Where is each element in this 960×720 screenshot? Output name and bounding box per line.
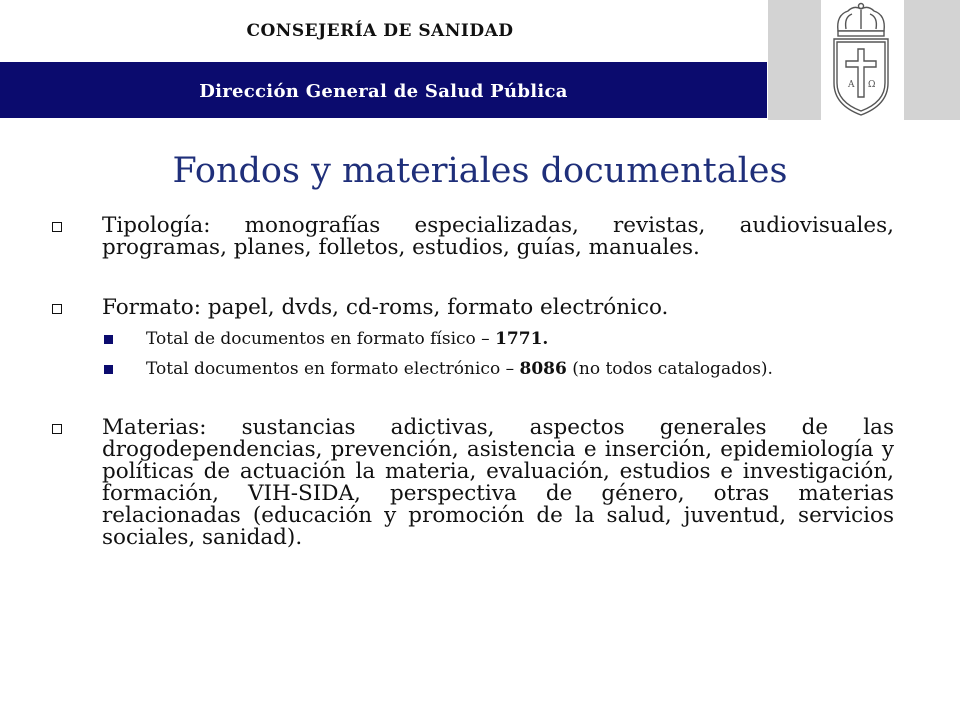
logo-strip-right [904,0,960,120]
bullet-item-formato [52,297,894,319]
filled-square-bullet-icon [104,335,113,344]
directorate-name: Dirección General de Salud Pública [199,80,568,102]
sub-bullet-prefix: Total documentos en formato electrónico – [146,359,520,379]
slide-header [0,0,960,120]
bullet-text: Tipología: monografías especializadas, revistas, audiovisuales, programas, planes, folletos, estudios, guías, manuales. [102,213,894,260]
hollow-square-bullet-icon [52,304,62,314]
organization-name: CONSEJERÍA DE SANIDAD [246,21,514,41]
sub-bullet-item-electronico [52,359,894,379]
slide-content [52,215,894,549]
logo-strip-left [768,0,821,120]
bullet-item-tipologia [52,215,894,259]
svg-text:Ω: Ω [868,80,876,90]
physical-count: 1771. [495,329,549,349]
slide-title: Fondos y materiales documentales [172,151,788,191]
hollow-square-bullet-icon [52,222,62,232]
sub-bullet-item-fisico [52,329,894,349]
bullet-text: Formato: papel, dvds, cd-roms, formato electrónico. [102,295,669,320]
bullet-item-materias [52,417,894,549]
bullet-text: Materias: sustancias adictivas, aspectos generales de las drogodependencias, prevención, asistencia e inserción, epidemiología y políticas de actuación la materia, evaluación, estudios e investigación, formación, VIH-SIDA, perspectiva de género, otras materias relacionadas (educación y promoción de la salud, juventud, servicios sociales, sanidad). [102,415,894,550]
sub-bullet-prefix: Total de documentos en formato físico – [146,329,496,349]
filled-square-bullet-icon [104,365,113,374]
svg-text:A: A [848,80,855,90]
electronic-count: 8086 [519,359,567,379]
coat-of-arms-icon [821,0,901,120]
logo-panel [768,0,960,120]
hollow-square-bullet-icon [52,424,62,434]
directorate-band [0,62,767,118]
sub-bullet-suffix: (no todos catalogados). [566,359,773,379]
